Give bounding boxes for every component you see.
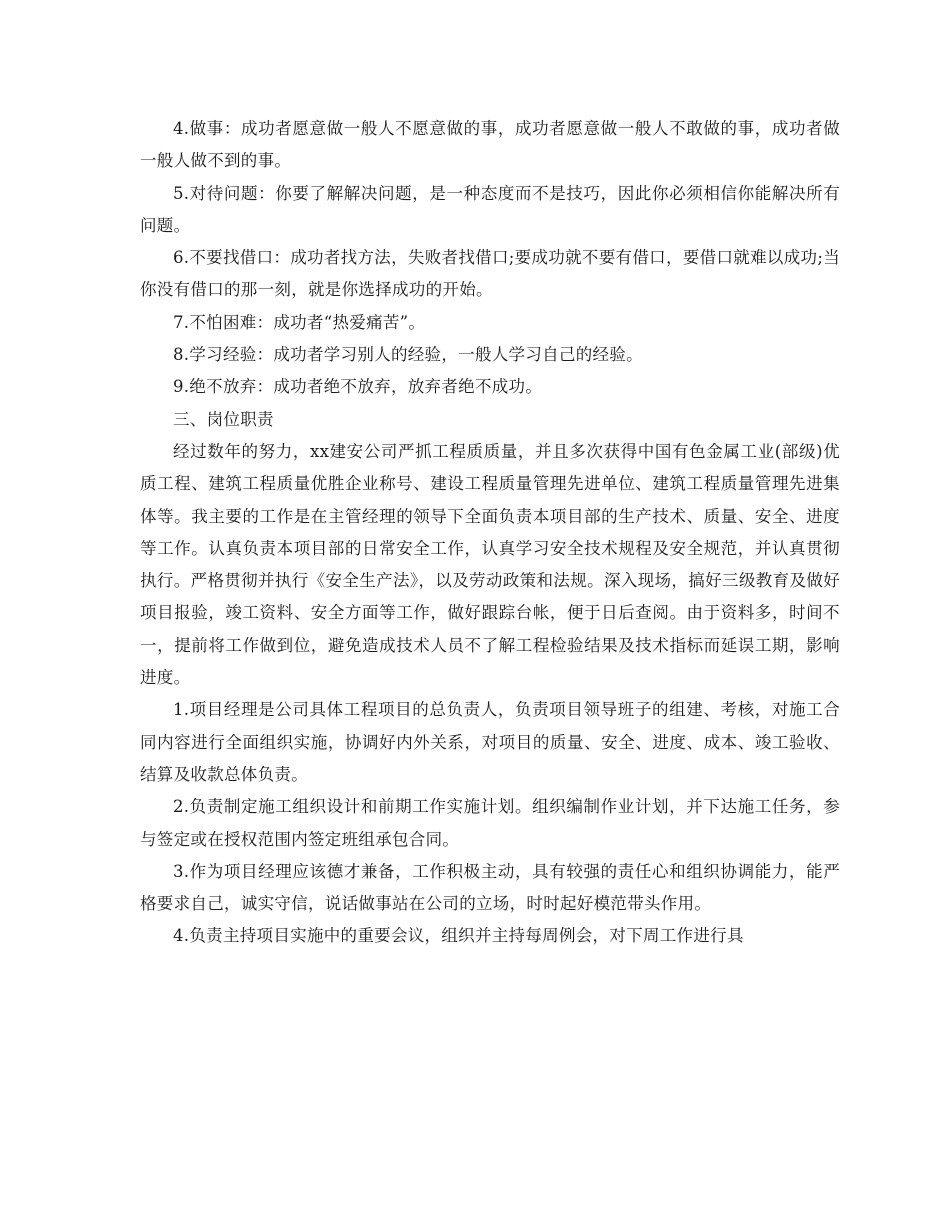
paragraph-duty-3: 3.作为项目经理应该德才兼备，工作积极主动，具有较强的责任心和组织协调能力，能严格要求自己，诚实守信，说话做事站在公司的立场，时时起好模范带头作用。 [140, 861, 840, 914]
section-heading-job-duties: 三、岗位职责 [173, 409, 274, 429]
paragraph-duty-2: 2.负责制定施工组织设计和前期工作实施计划。组织编制作业计划，并下达施工任务，参与签定或在授权范围内签定班组承包合同。 [140, 797, 840, 849]
paragraph-item-5-problems: 5.对待问题：你要了解解决问题，是一种态度而不是技巧，因此你必须相信你能解决所有问题。 [140, 183, 840, 235]
paragraph-company-overview: 经过数年的努力，xx建安公司严抓工程质质量，并且多次获得中国有色金属工业(部级)优质工程、建筑工程质量优胜企业称号、建设工程质量管理先进单位、建筑工程质量管理先进集体等。我主要的工作是在主管经理的领导下全面负责本项目部的生产技术、质量、安全、进度等工作。认真负责本项目部的日常安全工作，认真学习安全技术规程及安全规范，并认真贯彻执行。严格贯彻并执行《安全生产法》，以及劳动政策和法规。深入现场，搞好三级教育及做好项目报验，竣工资料、安全方面等工作，做好跟踪台帐，便于日后查阅。由于资料多，时间不一，提前将工作做到位，避免造成技术人员不了解工程检验结果及技术指标而延误工期，影响进度。 [140, 441, 840, 688]
paragraph-duty-1: 1.项目经理是公司具体工程项目的总负责人，负责项目领导班子的组建、考核，对施工合同内容进行全面组织实施，协调好内外关系，对项目的质量、安全、进度、成本、竣工验收、结算及收款总体负责。 [140, 700, 840, 784]
paragraph-item-4-doing-things: 4.做事：成功者愿意做一般人不愿意做的事，成功者愿意做一般人不敢做的事，成功者做一般人做不到的事。 [140, 119, 840, 171]
document-body [140, 113, 840, 953]
paragraph-item-7-difficulty: 7.不怕困难：成功者“热爱痛苦”。 [173, 312, 426, 332]
paragraph-duty-4: 4.负责主持项目实施中的重要会议，组织并主持每周例会，对下周工作进行具 [173, 926, 744, 946]
paragraph-item-6-no-excuses: 6.不要找借口：成功者找方法，失败者找借口;要成功就不要有借口，要借口就难以成功;当你没有借口的那一刻，就是你选择成功的开始。 [140, 248, 840, 300]
paragraph-item-9-never-give-up: 9.绝不放弃：成功者绝不放弃，放弃者绝不成功。 [173, 377, 543, 397]
paragraph-item-8-experience: 8.学习经验：成功者学习别人的经验，一般人学习自己的经验。 [173, 345, 643, 365]
